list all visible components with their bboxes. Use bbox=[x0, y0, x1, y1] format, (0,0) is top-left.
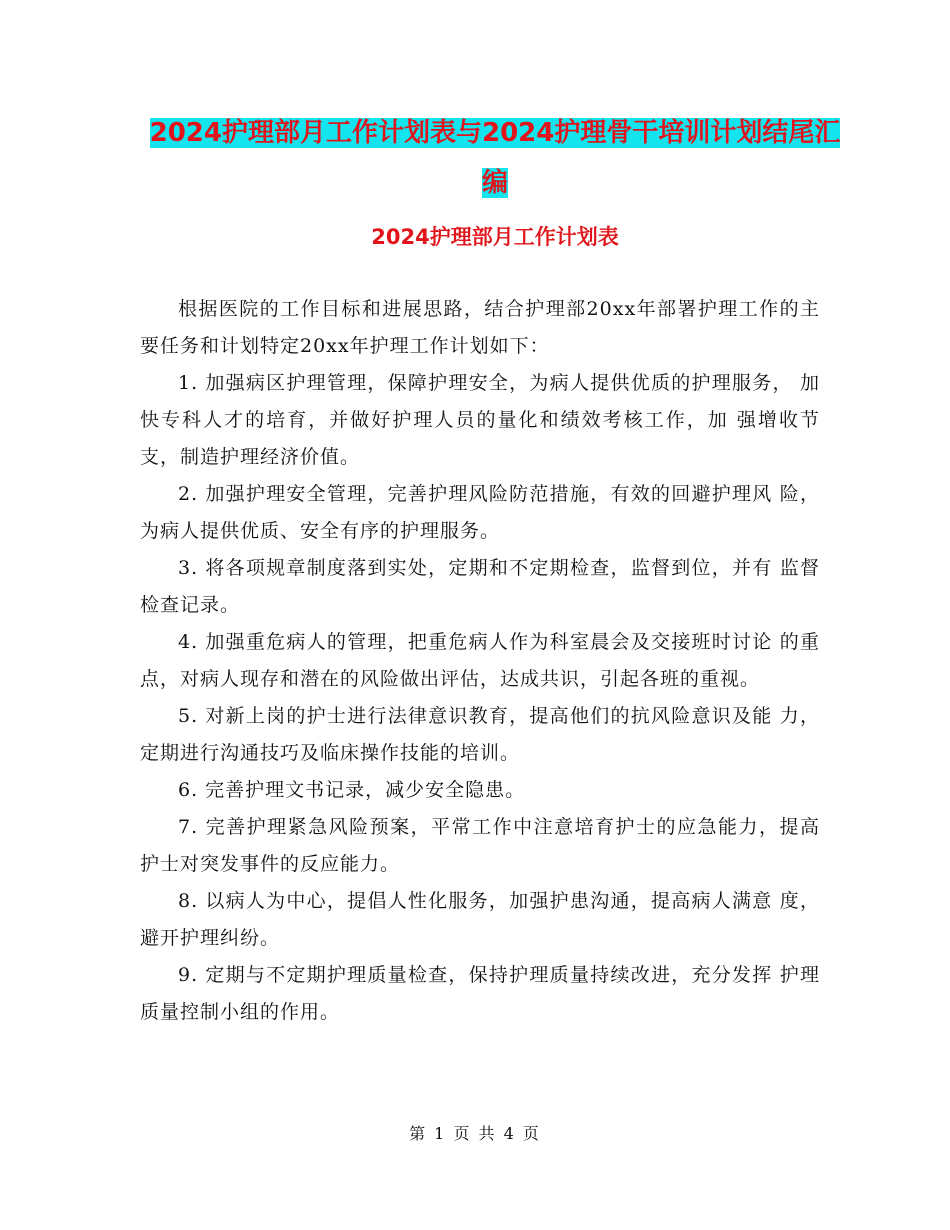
plan-item-3: 3. 将各项规章制度落到实处，定期和不定期检查，监督到位，并有 监督检查记录。 bbox=[140, 557, 820, 616]
document-title bbox=[140, 108, 850, 208]
plan-item-7: 7. 完善护理紧急风险预案，平常工作中注意培育护士的应急能力，提高护士对突发事件的反应能力。 bbox=[140, 816, 820, 875]
plan-item-2: 2. 加强护理安全管理，完善护理风险防范措施，有效的回避护理风 险，为病人提供优质、安全有序的护理服务。 bbox=[140, 483, 820, 542]
document-title-text: 2024护理部月工作计划表与2024护理骨干培训计划结尾汇编 bbox=[149, 118, 841, 198]
plan-item-1: 1. 加强病区护理管理，保障护理安全，为病人提供优质的护理服务， 加快专科人才的培育，并做好护理人员的量化和绩效考核工作，加 强增收节支，制造护理经济价值。 bbox=[140, 372, 820, 468]
plan-item-8: 8. 以病人为中心，提倡人性化服务，加强护患沟通，提高病人满意 度，避开护理纠纷。 bbox=[140, 890, 820, 949]
section-title: 2024护理部月工作计划表 bbox=[371, 225, 619, 249]
plan-item-5: 5. 对新上岗的护士进行法律意识教育，提高他们的抗风险意识及能 力，定期进行沟通技巧及临床操作技能的培训。 bbox=[140, 705, 820, 764]
intro-paragraph: 根据医院的工作目标和进展思路，结合护理部20xx年部署护理工作的主要任务和计划特定20xx年护理工作计划如下： bbox=[140, 298, 820, 357]
page-number-footer: 第 1 页 共 4 页 bbox=[409, 1124, 541, 1143]
document-body bbox=[140, 291, 820, 1031]
plan-item-6: 6. 完善护理文书记录，减少安全隐患。 bbox=[178, 779, 526, 801]
plan-item-9: 9. 定期与不定期护理质量检查，保持护理质量持续改进，充分发挥 护理质量控制小组的作用。 bbox=[140, 964, 820, 1023]
plan-item-4: 4. 加强重危病人的管理，把重危病人作为科室晨会及交接班时讨论 的重点，对病人现存和潜在的风险做出评估，达成共识，引起各班的重视。 bbox=[140, 631, 820, 690]
